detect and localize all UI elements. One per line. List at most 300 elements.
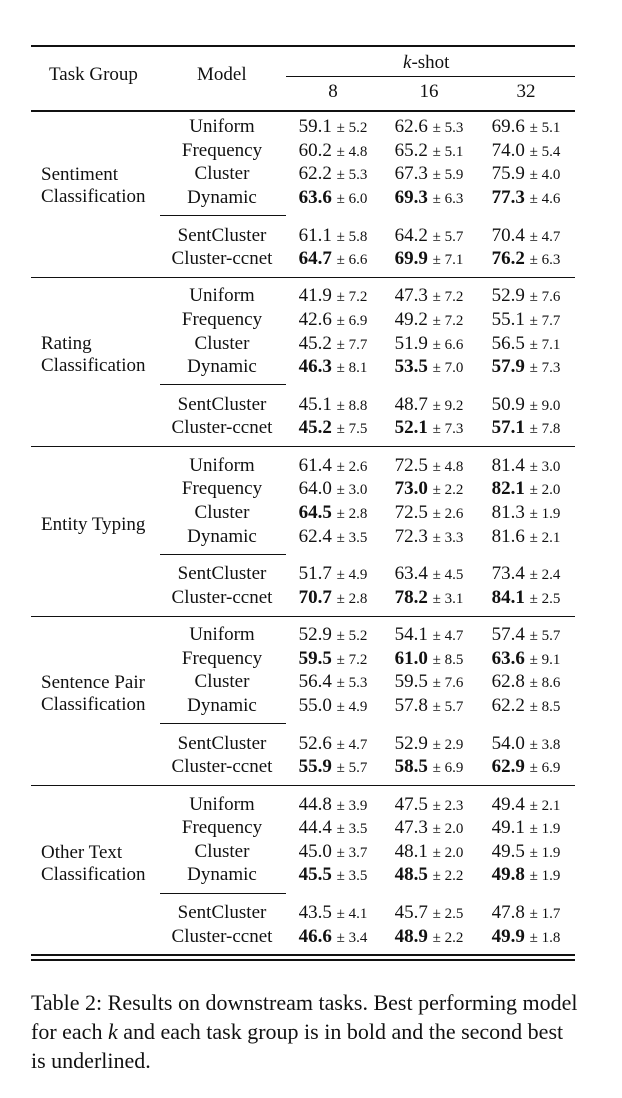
- score-cell: [299, 286, 368, 305]
- score-stddev: ± 3.7: [336, 844, 368, 861]
- score-cell: [492, 310, 561, 329]
- score-cell: [395, 795, 464, 814]
- score-cell: [299, 757, 368, 776]
- score-cell: [299, 117, 368, 136]
- score-cell: [395, 927, 464, 946]
- score-value: 52.9: [394, 732, 428, 754]
- score-value: 45.7: [394, 902, 428, 924]
- score-cell: [299, 456, 368, 475]
- model-name: Cluster: [194, 840, 250, 862]
- score-cell: [492, 625, 561, 644]
- score-cell: [492, 286, 561, 305]
- score-cell: [395, 456, 464, 475]
- score-value: 44.4: [298, 817, 332, 839]
- score-value: 65.2: [394, 139, 428, 161]
- score-stddev: ± 2.5: [529, 590, 561, 607]
- score-stddev: ± 7.6: [432, 675, 464, 692]
- score-stddev: ± 3.5: [336, 868, 368, 885]
- score-value: 57.4: [491, 624, 525, 646]
- score-stddev: ± 9.0: [529, 397, 561, 414]
- score-stddev: ± 5.1: [529, 120, 561, 136]
- score-stddev: ± 7.1: [529, 336, 561, 353]
- score-value: 44.8: [298, 793, 332, 815]
- score-cell: [492, 141, 561, 160]
- score-value: 45.5: [298, 864, 332, 886]
- score-value: 47.8: [491, 902, 525, 924]
- score-value: 51.9: [394, 332, 428, 354]
- task-group-name: Other Text: [41, 841, 123, 863]
- task-group-name: Classification: [41, 355, 146, 377]
- score-stddev: ± 3.5: [336, 821, 368, 838]
- score-cell: [299, 842, 368, 861]
- score-value: 57.1: [491, 417, 525, 439]
- score-stddev: ± 7.2: [432, 289, 464, 306]
- score-stddev: ± 6.9: [529, 760, 561, 777]
- task-group-name: Sentence Pair: [41, 672, 145, 694]
- header-shot-16: 16: [419, 81, 439, 102]
- score-stddev: ± 2.3: [432, 797, 464, 814]
- score-stddev: ± 5.3: [432, 120, 464, 136]
- score-value: 47.3: [394, 817, 428, 839]
- score-stddev: ± 5.8: [336, 228, 368, 245]
- score-cell: [492, 649, 561, 668]
- score-stddev: ± 5.7: [432, 228, 464, 245]
- score-value: 73.4: [491, 563, 525, 585]
- score-stddev: ± 1.9: [529, 868, 561, 885]
- score-value: 48.7: [394, 393, 428, 415]
- score-stddev: ± 4.0: [529, 167, 561, 184]
- table-caption: [31, 988, 583, 1075]
- model-name: Cluster-ccnet: [171, 925, 273, 947]
- score-stddev: ± 1.9: [529, 844, 561, 861]
- score-cell: [299, 734, 368, 753]
- score-cell: [299, 696, 368, 715]
- score-value: 72.5: [394, 454, 428, 476]
- score-cell: [395, 310, 464, 329]
- score-stddev: ± 3.0: [529, 458, 561, 475]
- model-name: Dynamic: [187, 186, 257, 208]
- task-group-name: Classification: [41, 186, 146, 207]
- group-mid-rule: [160, 215, 286, 216]
- score-cell: [299, 818, 368, 837]
- score-cell: [492, 479, 561, 498]
- score-value: 64.5: [298, 502, 332, 523]
- model-name: Uniform: [189, 116, 255, 137]
- score-stddev: ± 3.0: [336, 482, 368, 499]
- kshot-rule: [286, 76, 575, 77]
- model-name: SentCluster: [177, 224, 267, 246]
- model-name: Cluster-ccnet: [171, 756, 273, 778]
- score-stddev: ± 5.4: [529, 143, 561, 160]
- score-value: 57.9: [491, 356, 525, 378]
- score-cell: [395, 649, 464, 668]
- score-cell: [492, 818, 561, 837]
- score-stddev: ± 4.5: [432, 567, 464, 584]
- score-cell: [492, 249, 561, 268]
- score-stddev: ± 2.2: [432, 929, 464, 946]
- score-stddev: ± 5.1: [432, 143, 464, 160]
- score-stddev: ± 5.2: [336, 628, 368, 645]
- model-name: Uniform: [189, 285, 255, 307]
- group-separator-rule: [31, 785, 575, 786]
- score-cell: [492, 842, 561, 861]
- score-value: 62.9: [491, 756, 525, 778]
- score-cell: [395, 117, 464, 136]
- score-stddev: ± 3.4: [336, 929, 368, 946]
- score-value: 52.6: [298, 732, 332, 754]
- score-stddev: ± 8.5: [529, 699, 561, 715]
- model-name: SentCluster: [177, 393, 267, 415]
- score-value: 45.1: [298, 393, 332, 415]
- score-stddev: ± 4.9: [336, 567, 368, 584]
- score-stddev: ± 5.7: [336, 760, 368, 777]
- score-stddev: ± 2.2: [432, 868, 464, 885]
- model-name: Frequency: [181, 139, 263, 161]
- score-stddev: ± 2.8: [336, 506, 368, 522]
- score-value: 52.9: [298, 624, 332, 646]
- score-cell: [395, 564, 464, 583]
- score-value: 58.5: [394, 756, 428, 778]
- score-cell: [395, 164, 464, 183]
- score-value: 63.6: [298, 186, 332, 208]
- score-value: 64.2: [394, 224, 428, 246]
- task-group-name: Classification: [41, 863, 146, 885]
- score-stddev: ± 7.0: [432, 360, 464, 377]
- score-value: 67.3: [394, 163, 428, 185]
- score-value: 52.1: [394, 417, 428, 439]
- score-stddev: ± 4.9: [336, 699, 368, 715]
- score-cell: [299, 226, 368, 245]
- score-value: 57.8: [394, 695, 428, 716]
- score-stddev: ± 4.1: [336, 906, 368, 923]
- score-value: 82.1: [491, 478, 525, 500]
- model-name: SentCluster: [177, 732, 267, 754]
- score-cell: [395, 757, 464, 776]
- score-value: 46.3: [298, 356, 332, 378]
- caption-part-2: and each task group is in bold and the second best is underlined.: [31, 1019, 564, 1073]
- score-cell: [492, 188, 561, 207]
- score-value: 48.9: [394, 925, 428, 947]
- score-value: 73.0: [394, 478, 428, 500]
- score-cell: [299, 503, 368, 522]
- task-group-name: Sentiment: [41, 164, 119, 185]
- score-stddev: ± 7.3: [432, 421, 464, 438]
- caption-part-1: Table 2: Results on downstream tasks. Best performing model for each: [31, 990, 578, 1044]
- top-rule: [31, 45, 575, 47]
- score-stddev: ± 2.1: [529, 529, 561, 546]
- score-cell: [492, 164, 561, 183]
- score-stddev: ± 4.7: [336, 736, 368, 753]
- score-value: 49.2: [394, 309, 428, 330]
- score-cell: [395, 842, 464, 861]
- score-value: 55.0: [298, 695, 332, 716]
- score-stddev: ± 6.6: [336, 252, 368, 268]
- score-stddev: ± 4.7: [529, 228, 561, 245]
- score-value: 63.6: [491, 647, 525, 669]
- score-value: 81.3: [491, 502, 525, 523]
- score-value: 59.5: [298, 647, 332, 669]
- score-value: 62.8: [491, 671, 525, 693]
- group-separator-rule: [31, 446, 575, 447]
- score-stddev: ± 8.5: [432, 651, 464, 668]
- score-value: 70.4: [491, 224, 525, 246]
- score-cell: [395, 418, 464, 437]
- score-value: 48.5: [394, 864, 428, 886]
- score-value: 75.9: [491, 163, 525, 185]
- score-stddev: ± 5.7: [529, 628, 561, 645]
- score-cell: [395, 479, 464, 498]
- score-stddev: ± 7.2: [336, 289, 368, 306]
- group-mid-rule: [160, 893, 286, 894]
- score-stddev: ± 6.9: [432, 760, 464, 777]
- score-value: 55.1: [491, 309, 525, 330]
- score-cell: [299, 164, 368, 183]
- model-name: Frequency: [181, 478, 263, 500]
- score-stddev: ± 2.0: [432, 821, 464, 838]
- model-name: Uniform: [189, 624, 255, 646]
- score-value: 61.1: [298, 224, 332, 246]
- score-cell: [299, 395, 368, 414]
- score-cell: [492, 395, 561, 414]
- score-cell: [492, 527, 561, 546]
- group-separator-rule: [31, 277, 575, 278]
- score-cell: [299, 927, 368, 946]
- score-stddev: ± 3.5: [336, 529, 368, 546]
- score-value: 49.8: [491, 864, 525, 886]
- score-cell: [395, 357, 464, 376]
- score-cell: [395, 188, 464, 207]
- score-cell: [395, 226, 464, 245]
- score-stddev: ± 5.2: [336, 120, 368, 136]
- model-name: Uniform: [189, 454, 255, 476]
- task-group-name: Rating: [41, 333, 92, 355]
- score-value: 69.6: [491, 116, 525, 137]
- score-cell: [299, 625, 368, 644]
- model-name: Dynamic: [187, 864, 257, 886]
- score-cell: [492, 503, 561, 522]
- score-value: 69.9: [394, 248, 428, 269]
- score-cell: [395, 818, 464, 837]
- score-stddev: ± 3.9: [336, 797, 368, 814]
- score-value: 42.6: [298, 309, 332, 330]
- score-stddev: ± 2.2: [432, 482, 464, 499]
- score-stddev: ± 7.7: [529, 313, 561, 329]
- score-value: 76.2: [491, 248, 525, 269]
- score-cell: [492, 903, 561, 922]
- score-cell: [492, 117, 561, 136]
- score-value: 59.5: [394, 671, 428, 693]
- score-stddev: ± 1.9: [529, 506, 561, 522]
- score-value: 72.3: [394, 525, 428, 547]
- score-stddev: ± 4.6: [529, 190, 561, 207]
- group-mid-rule: [160, 723, 286, 724]
- score-value: 51.7: [298, 563, 332, 585]
- score-cell: [492, 757, 561, 776]
- kshot-k: k: [403, 52, 412, 73]
- score-stddev: ± 6.3: [529, 252, 561, 268]
- score-value: 54.1: [394, 624, 428, 646]
- score-stddev: ± 8.6: [529, 675, 561, 692]
- score-value: 59.1: [298, 116, 332, 137]
- header-task-group: Task Group: [49, 64, 138, 85]
- score-value: 49.5: [491, 840, 525, 862]
- score-value: 41.9: [298, 285, 332, 307]
- score-cell: [395, 141, 464, 160]
- score-value: 48.1: [394, 840, 428, 862]
- score-stddev: ± 4.8: [432, 458, 464, 475]
- score-value: 72.5: [394, 502, 428, 523]
- score-stddev: ± 5.3: [336, 675, 368, 692]
- score-value: 62.2: [491, 695, 525, 716]
- header-model: Model: [197, 64, 247, 85]
- score-value: 52.9: [491, 285, 525, 307]
- model-name: Frequency: [181, 817, 263, 839]
- header-shot-32: 32: [516, 81, 536, 102]
- score-value: 45.2: [298, 332, 332, 354]
- header-shot-8: 8: [328, 81, 338, 102]
- model-name: Cluster: [194, 502, 250, 523]
- score-cell: [395, 527, 464, 546]
- score-stddev: ± 7.3: [529, 360, 561, 377]
- model-name: Cluster: [194, 671, 250, 693]
- score-cell: [492, 226, 561, 245]
- score-cell: [299, 865, 368, 884]
- score-stddev: ± 1.8: [529, 929, 561, 946]
- header-kshot: [403, 53, 449, 72]
- score-stddev: ± 7.5: [336, 421, 368, 438]
- task-group-name: Classification: [41, 694, 146, 716]
- score-value: 56.5: [491, 332, 525, 354]
- bottom-rule-2: [31, 959, 575, 961]
- score-stddev: ± 7.8: [529, 421, 561, 438]
- score-cell: [299, 418, 368, 437]
- score-stddev: ± 2.6: [336, 458, 368, 475]
- score-value: 46.6: [298, 925, 332, 947]
- score-value: 81.4: [491, 454, 525, 476]
- score-cell: [299, 310, 368, 329]
- score-value: 49.4: [491, 793, 525, 815]
- score-value: 64.7: [298, 248, 332, 269]
- score-value: 54.0: [491, 732, 525, 754]
- score-value: 61.0: [394, 647, 428, 669]
- score-value: 62.4: [298, 525, 332, 547]
- score-value: 47.3: [394, 285, 428, 307]
- score-cell: [299, 479, 368, 498]
- score-stddev: ± 2.6: [432, 506, 464, 522]
- score-stddev: ± 5.9: [432, 167, 464, 184]
- score-stddev: ± 7.7: [336, 336, 368, 353]
- score-cell: [492, 334, 561, 353]
- score-stddev: ± 2.9: [432, 736, 464, 753]
- score-cell: [299, 903, 368, 922]
- score-value: 43.5: [298, 902, 332, 924]
- group-mid-rule: [160, 554, 286, 555]
- score-stddev: ± 5.7: [432, 699, 464, 715]
- score-value: 55.9: [298, 756, 332, 778]
- score-value: 78.2: [394, 586, 428, 608]
- score-cell: [299, 672, 368, 691]
- task-group-name: Entity Typing: [41, 513, 146, 535]
- score-cell: [395, 625, 464, 644]
- score-cell: [492, 564, 561, 583]
- score-value: 69.3: [394, 186, 428, 208]
- score-stddev: ± 6.9: [336, 313, 368, 329]
- score-value: 81.6: [491, 525, 525, 547]
- score-stddev: ± 2.4: [529, 567, 561, 584]
- model-name: Cluster-ccnet: [171, 417, 273, 439]
- score-value: 62.2: [298, 163, 332, 185]
- score-stddev: ± 4.7: [432, 628, 464, 645]
- score-stddev: ± 7.6: [529, 289, 561, 306]
- caption-k: k: [107, 1019, 118, 1044]
- score-cell: [299, 141, 368, 160]
- score-stddev: ± 6.0: [336, 190, 368, 207]
- score-cell: [395, 503, 464, 522]
- score-value: 56.4: [298, 671, 332, 693]
- score-value: 50.9: [491, 393, 525, 415]
- score-value: 60.2: [298, 139, 332, 161]
- model-name: Frequency: [181, 309, 263, 330]
- score-cell: [299, 357, 368, 376]
- score-cell: [492, 927, 561, 946]
- score-stddev: ± 2.5: [432, 906, 464, 923]
- model-name: SentCluster: [177, 902, 267, 924]
- bottom-rule-1: [31, 954, 575, 956]
- score-cell: [492, 418, 561, 437]
- score-stddev: ± 7.2: [432, 313, 464, 329]
- score-cell: [492, 357, 561, 376]
- score-stddev: ± 8.1: [336, 360, 368, 377]
- score-cell: [395, 903, 464, 922]
- score-cell: [299, 334, 368, 353]
- model-name: Uniform: [189, 793, 255, 815]
- header-bottom-rule: [31, 110, 575, 112]
- score-cell: [395, 286, 464, 305]
- score-cell: [395, 334, 464, 353]
- kshot-suffix: -shot: [411, 52, 450, 73]
- score-value: 62.6: [394, 116, 428, 137]
- score-cell: [395, 395, 464, 414]
- score-value: 47.5: [394, 793, 428, 815]
- score-cell: [395, 865, 464, 884]
- score-value: 53.5: [394, 356, 428, 378]
- score-stddev: ± 2.0: [432, 844, 464, 861]
- score-cell: [299, 795, 368, 814]
- model-name: Frequency: [181, 647, 263, 669]
- score-value: 61.4: [298, 454, 332, 476]
- score-cell: [299, 527, 368, 546]
- score-cell: [395, 588, 464, 607]
- score-cell: [492, 696, 561, 715]
- model-name: Dynamic: [187, 695, 257, 716]
- model-name: Dynamic: [187, 356, 257, 378]
- score-cell: [299, 188, 368, 207]
- model-name: SentCluster: [177, 563, 267, 585]
- score-stddev: ± 3.3: [432, 529, 464, 546]
- model-name: Cluster-ccnet: [171, 248, 273, 269]
- score-stddev: ± 6.3: [432, 190, 464, 207]
- score-cell: [299, 249, 368, 268]
- score-stddev: ± 9.1: [529, 651, 561, 668]
- score-cell: [492, 865, 561, 884]
- group-separator-rule: [31, 616, 575, 617]
- score-cell: [492, 588, 561, 607]
- score-stddev: ± 3.8: [529, 736, 561, 753]
- score-stddev: ± 1.7: [529, 906, 561, 923]
- score-cell: [299, 588, 368, 607]
- score-cell: [492, 734, 561, 753]
- score-stddev: ± 1.9: [529, 821, 561, 838]
